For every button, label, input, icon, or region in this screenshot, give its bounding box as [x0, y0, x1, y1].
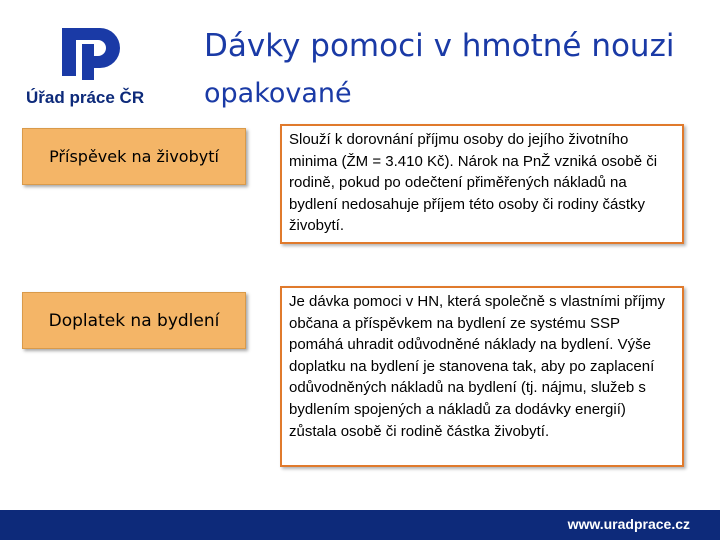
- description-box-doplatek: Je dávka pomoci v HN, která společně s vlastními příjmy občana a příspěvkem na bydlení ze systému SSP pomáhá uhradit odůvodněné náklady na bydlení. Výše doplatku na bydlení je stanovena tak, aby po zaplacení odůvodněných nákladů na bydlení (tj. nájmu, služeb s bydlením spojených a nákladů za dodávky energií) zůstala osobě či rodině částka živobytí.: [280, 286, 684, 467]
- page-subtitle: opakované: [204, 78, 352, 109]
- logo-text: Úřad práce ČR: [26, 88, 145, 107]
- logo: [22, 26, 162, 116]
- term-box-doplatek: Doplatek na bydlení: [22, 292, 246, 349]
- term-box-prispevek: Příspěvek na živobytí: [22, 128, 246, 185]
- footer-bar: [0, 510, 720, 540]
- up-logo-icon: [60, 26, 124, 86]
- footer-url: www.uradprace.cz: [567, 516, 690, 532]
- page-title: Dávky pomoci v hmotné nouzi: [204, 28, 675, 64]
- description-box-prispevek: Slouží k dorovnání příjmu osoby do jejího životního minima (ŽM = 3.410 Kč). Nárok na PnŽ vzniká osobě či rodině, pokud po odečtení přiměřených nákladů na bydlení nedosahuje příjem této osoby či rodiny částky živobytí.: [280, 124, 684, 244]
